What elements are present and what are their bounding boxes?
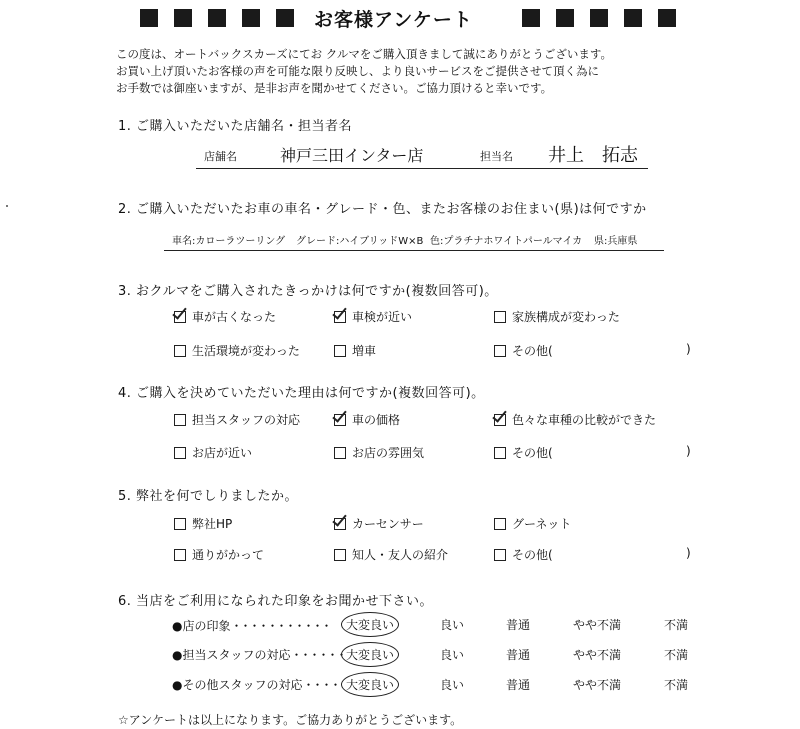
q4-option-other[interactable]: その他(	[494, 444, 553, 461]
q3-option-lifestyle[interactable]: 生活環境が変わった	[174, 342, 300, 359]
q4-option-compare[interactable]: 色々な車種の比較ができた	[494, 411, 656, 428]
q4-checkbox-2[interactable]	[334, 414, 346, 426]
scan-speck	[6, 205, 8, 207]
q3-option-additional-car[interactable]: 増車	[334, 342, 376, 359]
title-square-right-3	[590, 9, 608, 27]
rating-staff-very-good[interactable]: 大変良い	[341, 642, 399, 667]
staff-label: 担当名	[480, 150, 513, 163]
q5-option-hp[interactable]: 弊社HP	[174, 515, 232, 532]
rating-store-good[interactable]: 良い	[440, 618, 465, 632]
q5-option-passing[interactable]: 通りがかって	[174, 546, 264, 563]
rating-store-very-good[interactable]: 大変良い	[341, 612, 399, 637]
q5-option-referral[interactable]: 知人・友人の紹介	[334, 546, 448, 563]
q4-option-price[interactable]: 車の価格	[334, 411, 400, 428]
q5-checkbox-6[interactable]	[494, 549, 506, 561]
q3-close-paren: )	[686, 342, 691, 356]
q3-checkbox-5[interactable]	[334, 345, 346, 357]
rating-row-other-staff-label: ●その他スタッフの対応・・・・	[172, 678, 339, 692]
rating-other-staff-very-good[interactable]: 大変良い	[341, 672, 399, 697]
store-label: 店舗名	[204, 150, 237, 163]
question-5-title: 5. 弊社を何でしりましたか。	[118, 489, 299, 504]
question-1-title: 1. ご購入いただいた店舗名・担当者名	[118, 119, 353, 134]
q5-checkbox-4[interactable]	[174, 549, 186, 561]
staff-value: 井上 拓志	[548, 145, 638, 166]
title-square-left-3	[208, 9, 226, 27]
question-4-title: 4. ご購入を決めていただいた理由は何ですか(複数回答可)。	[118, 386, 485, 401]
q3-option-family[interactable]: 家族構成が変わった	[494, 308, 620, 325]
rating-store-somewhat-unsatisfied[interactable]: やや不満	[573, 618, 622, 632]
q5-option-other[interactable]: その他(	[494, 546, 553, 563]
title-square-right-4	[624, 9, 642, 27]
rating-row-staff-label: ●担当スタッフの対応・・・・・・	[172, 648, 345, 662]
q3-checkbox-2[interactable]	[334, 311, 346, 323]
q1-underline	[196, 168, 648, 169]
footer-note: ☆アンケートは以上になります。ご協力ありがとうございます。	[118, 713, 463, 727]
title-square-left-1	[140, 9, 158, 27]
title-square-right-1	[522, 9, 540, 27]
rating-staff-somewhat-unsatisfied[interactable]: やや不満	[573, 648, 622, 662]
q3-option-other[interactable]: その他(	[494, 342, 553, 359]
q3-checkbox-1[interactable]	[174, 311, 186, 323]
question-6-title: 6. 当店をご利用になられた印象をお聞かせ下さい。	[118, 594, 434, 609]
q5-checkbox-2[interactable]	[334, 518, 346, 530]
q4-close-paren: )	[686, 444, 691, 458]
q5-option-goonet[interactable]: グーネット	[494, 515, 571, 532]
q4-option-near[interactable]: お店が近い	[174, 444, 252, 461]
rating-store-unsatisfied[interactable]: 不満	[664, 618, 689, 632]
rating-other-staff-somewhat-unsatisfied[interactable]: やや不満	[573, 678, 622, 692]
rating-staff-unsatisfied[interactable]: 不満	[664, 648, 689, 662]
q4-option-atmosphere[interactable]: お店の雰囲気	[334, 444, 424, 461]
question-3-title: 3. おクルマをご購入されたきっかけは何ですか(複数回答可)。	[118, 284, 498, 299]
q5-checkbox-1[interactable]	[174, 518, 186, 530]
title-square-left-2	[174, 9, 192, 27]
title-square-left-5	[276, 9, 294, 27]
q4-checkbox-1[interactable]	[174, 414, 186, 426]
intro-line-2: お買い上げ頂いたお客様の声を可能な限り反映し、より良いサービスをご提供させて頂く為に	[116, 64, 599, 78]
rating-other-staff-unsatisfied[interactable]: 不満	[664, 678, 689, 692]
q3-option-inspection[interactable]: 車検が近い	[334, 308, 412, 325]
intro-line-1: この度は、オートバックスカーズにてお クルマをご購入頂きまして誠にありがとうございます。	[116, 47, 612, 61]
rating-staff-neutral[interactable]: 普通	[506, 648, 531, 662]
prefecture: 県:兵庫県	[594, 236, 638, 247]
q3-option-old-car[interactable]: 車が古くなった	[174, 308, 276, 325]
page-title: お客様アンケート	[314, 9, 473, 31]
q4-checkbox-3[interactable]	[494, 414, 506, 426]
q5-checkbox-5[interactable]	[334, 549, 346, 561]
car-grade: グレード:ハイブリッドW×B	[296, 236, 424, 247]
store-value: 神戸三田インター店	[280, 146, 424, 165]
rating-other-staff-good[interactable]: 良い	[440, 678, 465, 692]
title-square-left-4	[242, 9, 260, 27]
q2-underline	[164, 250, 664, 251]
q3-checkbox-6[interactable]	[494, 345, 506, 357]
question-2-title: 2. ご購入いただいたお車の車名・グレード・色、またお客様のお住まい(県)は何ですか	[118, 202, 647, 217]
q5-checkbox-3[interactable]	[494, 518, 506, 530]
title-square-right-2	[556, 9, 574, 27]
q4-option-staff[interactable]: 担当スタッフの対応	[174, 411, 300, 428]
q5-close-paren: )	[686, 546, 691, 560]
car-name: 車名:カローラツーリング	[172, 236, 286, 247]
q5-option-carsensor[interactable]: カーセンサー	[334, 515, 424, 532]
title-square-right-5	[658, 9, 676, 27]
q3-checkbox-4[interactable]	[174, 345, 186, 357]
q4-checkbox-5[interactable]	[334, 447, 346, 459]
q4-checkbox-4[interactable]	[174, 447, 186, 459]
car-color: 色:プラチナホワイトパールマイカ	[430, 236, 583, 247]
rating-row-store-label: ●店の印象・・・・・・・・・・・	[172, 619, 330, 633]
q4-checkbox-6[interactable]	[494, 447, 506, 459]
rating-other-staff-neutral[interactable]: 普通	[506, 678, 531, 692]
rating-store-neutral[interactable]: 普通	[506, 618, 531, 632]
rating-staff-good[interactable]: 良い	[440, 648, 465, 662]
q3-checkbox-3[interactable]	[494, 311, 506, 323]
intro-line-3: お手数では御座いますが、是非お声を聞かせてください。ご協力頂けると幸いです。	[116, 81, 553, 95]
